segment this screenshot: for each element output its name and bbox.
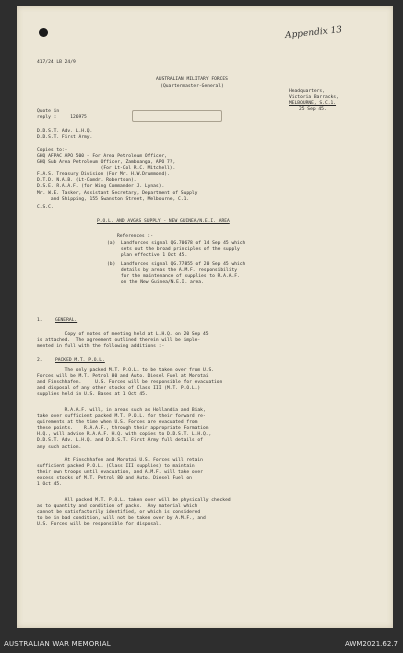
para2-b [37, 408, 211, 451]
para1-text [37, 332, 208, 350]
recipient: D.D.S.T. First Army. [37, 135, 93, 141]
para-line: At Finschhafen and Morotai U.S. Forces will retain [37, 458, 203, 463]
para-line: excess stocks of M.T. Petrol 80 and Auto. Diesel Fuel on [37, 476, 192, 482]
para-line: Forces will be M.T. Petrol 80 and Auto. Diesel Fuel at Morotai [37, 374, 209, 380]
hq-line: Headquarters, [289, 89, 325, 94]
recipients [37, 129, 92, 141]
para-line: as to quantity and condition of packs. Any material which [37, 504, 198, 510]
copy-line: D.T.D. N.A.B. (Lt-Comdr. Robertson). [37, 178, 137, 184]
para-line: Copy of notes of meeting held at L.H.Q. on 20 Sep 45 [37, 332, 209, 337]
para-line: these points. R.A.A.F., through their appropriate Formation [37, 426, 209, 432]
copy-line: F.A.S. Treasury Division (For Mr. H.W.Drummond). [37, 172, 170, 178]
quote-line: reply : 126975 [37, 115, 87, 121]
para1-heading: GENERAL. [55, 318, 78, 323]
archive-name: AUSTRALIAN WAR MEMORIAL [4, 640, 111, 648]
quote-reference [37, 109, 87, 121]
copy-line: and Shipping, 155 Swanston Street, Melbourne, C.1. [37, 196, 190, 202]
file-reference: 417/24 LB 24/9 [37, 60, 76, 65]
hq-line: Victoria Barracks, [289, 95, 339, 101]
document-title: AUSTRALIAN MILITARY FORCES [156, 77, 228, 82]
ref-line: on the New Guinea/N.E.I. area. [107, 280, 204, 286]
reference-b [107, 262, 245, 286]
para-line: H.Q., will advise R.A.A.F. H.Q. with copies to D.D.S.T. L.H.Q., [37, 432, 212, 438]
para-line: R.A.A.F. will, in areas such as Hollandia and Biak, [37, 408, 206, 413]
para-line: quirements at the time when U.S. Forces are evacuated from [37, 420, 198, 426]
archive-footer [0, 636, 403, 653]
quote-line: Quote in [37, 109, 60, 114]
hq-address [289, 89, 339, 113]
copy-line: GHQ Sub Area Petroleum Officer, Zamboanga, APO 7?, [37, 160, 176, 166]
para2-d [37, 498, 231, 528]
ref-line: (b) Landforces signal QG.77855 of 20 Sep 45 which [107, 262, 246, 267]
para-line: supplies held in U.S. Bases at 1 Oct 45. [37, 392, 148, 398]
copy-line: (For Lt-Col R.C. Mitchell). [37, 166, 176, 172]
para-line: All packed M.T. P.O.L. taken over will be physically checked [37, 498, 231, 503]
copy-line: Mr. W.E. Tasker, Assistant Secretary, Department of Supply [37, 190, 198, 196]
punch-hole [39, 28, 48, 37]
para-line: D.D.S.T. Adv. L.H.Q. and D.D.S.T. First Army full details of [37, 438, 203, 444]
para-line: cannot be satisfactorily identified, or which is considered [37, 510, 201, 516]
para-line: take over sufficient packed M.T. P.O.L. for their forward re- [37, 414, 206, 420]
archive-reference: AWM2021.62.7 [345, 640, 398, 648]
hq-line: MELBOURNE, S.C.1. [289, 101, 337, 107]
hq-date: 25 Sep 45. [299, 107, 327, 113]
para2-heading: PACKED M.T. P.O.L. [55, 358, 105, 363]
para-line: to be in bad condition, will not be taken over by A.M.F., and [37, 516, 206, 522]
ref-line: for the maintenance of supplies to R.A.A.F. [107, 274, 240, 280]
recipient: D.D.S.T. Adv. L.H.Q. [37, 129, 93, 134]
para-line: The only packed M.T. P.O.L. to be taken over from U.S. [37, 368, 215, 373]
references-label: References :- [117, 234, 153, 239]
ref-line: (a) Landforces signal QG.70678 of 14 Sep 45 which [107, 241, 246, 246]
copies-label: Copies to:- [37, 148, 68, 153]
para-line: U.S. Forces will be responsible for disposal. [37, 522, 162, 528]
para2-c [37, 458, 203, 488]
copies-list [37, 154, 197, 211]
para-line: any such action. [37, 444, 82, 450]
ref-line: details by areas the A.M.F. responsibility [107, 268, 237, 274]
para-line: is attached. The agreement outlined therein will be imple- [37, 338, 201, 344]
para-line: mented in full with the following additions :- [37, 344, 165, 350]
reference-a [107, 241, 245, 259]
para-line: their own troops until evacuation, and A.M.F. will take over [37, 470, 203, 476]
para-line: and disposal of any other stocks of Class III (M.T. P.O.L.) [37, 386, 201, 392]
copy-line: GHQ AFPAC APO 500 - For Area Petroleum Officer, [37, 154, 167, 159]
para1-number: 1. [37, 318, 43, 323]
para-line: and Finschhafen. U.S. Forces will be responsible for evacuation [37, 380, 223, 386]
para-line: sufficient packed P.O.L. (Class III supplies) to maintain [37, 464, 195, 470]
para2-number: 2. [37, 358, 43, 363]
document-subtitle: (Quartermaster-General) [160, 84, 224, 89]
para-line: 1 Oct 45. [37, 482, 62, 488]
copy-line: D.S.E. R.A.A.F. (for Wing Commander J. Lynas). [37, 184, 165, 190]
stamp-mark [132, 110, 222, 122]
ref-line: plan effective 1 Oct 45. [107, 253, 188, 259]
subject-heading: P.O.L. AND AVGAS SUPPLY - NEW GUINEA/N.E.I. AREA [97, 219, 230, 224]
ref-line: sets out the broad principles of the supply [107, 247, 240, 253]
copy-line: C.S.C. [37, 204, 54, 210]
document-page [17, 6, 393, 628]
handwritten-note: Appendix 13 [284, 25, 343, 41]
para2-a [37, 368, 222, 398]
